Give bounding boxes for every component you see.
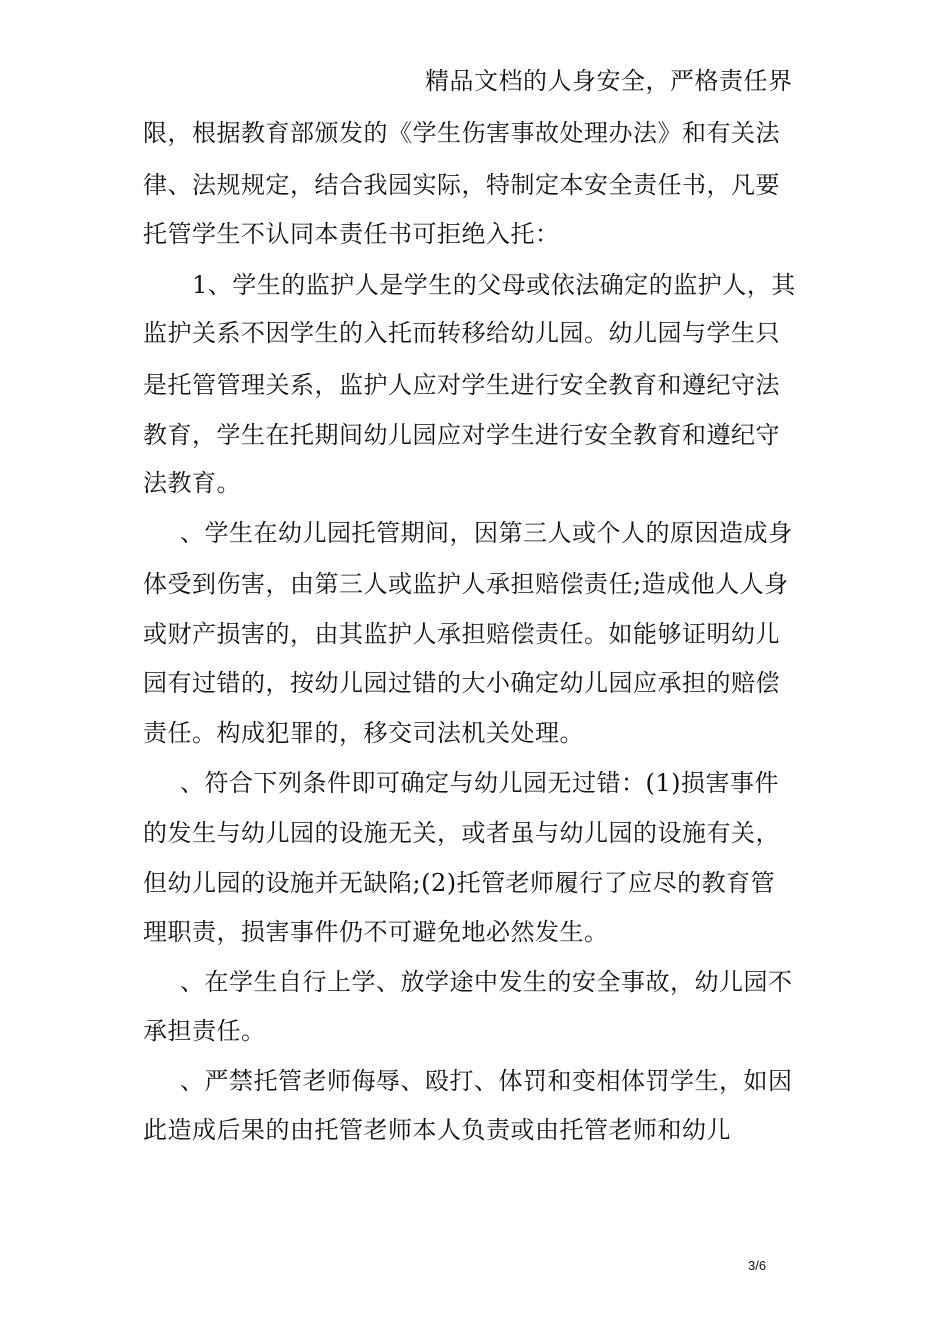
text-line-4: 托管学生不认同本责任书可拒绝入托： (143, 220, 560, 248)
text-line-14: 责任。构成犯罪的，移交司法机关处理。 (143, 719, 584, 747)
text-line-2: 限，根据教育部颁发的《学生伤害事故处理办法》和有关法 (143, 119, 780, 147)
text-line-11: 体受到伤害，由第三人或监护人承担赔偿责任;造成他人人身 (143, 570, 789, 598)
text-line-20: 承担责任。 (143, 1017, 266, 1045)
text-line-22: 此造成后果的由托管老师本人负责或由托管老师和幼儿 (143, 1116, 731, 1144)
text-line-21: 、严禁托管老师侮辱、殴打、体罚和变相体罚学生，如因 (180, 1067, 793, 1095)
text-line-9: 法教育。 (143, 469, 241, 497)
text-line-19: 、在学生自行上学、放学途中发生的安全事故，幼儿园不 (180, 968, 793, 996)
text-line-3: 律、法规规定，结合我园实际，特制定本安全责任书，凡要 (143, 171, 780, 199)
text-line-18: 理职责，损害事件仍不可避免地必然发生。 (143, 918, 609, 946)
text-line-16: 的发生与幼儿园的设施无关，或者虽与幼儿园的设施有关， (143, 819, 780, 847)
text-line-17: 但幼儿园的设施并无缺陷;(2)托管老师履行了应尽的教育管 (143, 869, 776, 897)
text-line-5: 1、学生的监护人是学生的父母或依法确定的监护人，其 (192, 271, 796, 299)
text-line-15: 、符合下列条件即可确定与幼儿园无过错：(1)损害事件 (180, 769, 779, 797)
text-line-6: 监护关系不因学生的入托而转移给幼儿园。幼儿园与学生只 (143, 319, 780, 347)
text-line-13: 园有过错的，按幼儿园过错的大小确定幼儿园应承担的赔偿 (143, 669, 780, 697)
page-number: 3/6 (748, 1258, 767, 1273)
text-line-7: 是托管管理关系，监护人应对学生进行安全教育和遵纪守法 (143, 371, 780, 399)
text-line-10: 、学生在幼儿园托管期间，因第三人或个人的原因造成身 (180, 519, 793, 547)
text-line-8: 教育，学生在托期间幼儿园应对学生进行安全教育和遵纪守 (143, 421, 780, 449)
text-line-12: 或财产损害的，由其监护人承担赔偿责任。如能够证明幼儿 (143, 620, 780, 648)
text-line-1: 精品文档的人身安全，严格责任界 (425, 67, 793, 95)
